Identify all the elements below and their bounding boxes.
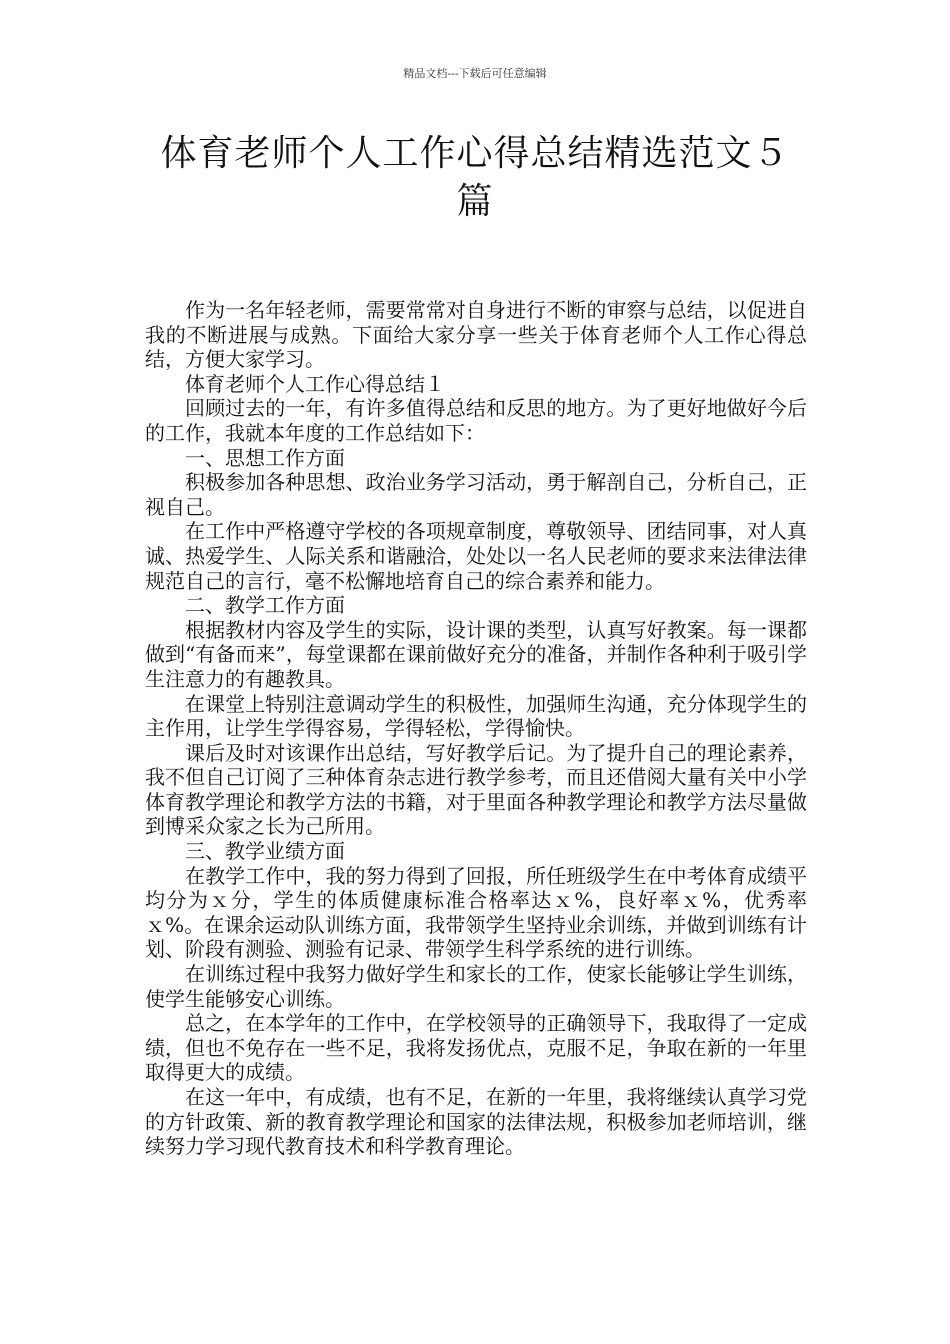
body-paragraph: 积极参加各种思想、政治业务学习活动，勇于解剖自己，分析自己，正视自己。	[145, 470, 807, 519]
page-header: 精品文档---下载后可任意编辑	[403, 67, 547, 80]
section-heading: 二、教学工作方面	[185, 593, 345, 618]
body-paragraph: 回顾过去的一年，有许多值得总结和反思的地方。为了更好地做好今后的工作，我就本年度的工作总结如下：	[145, 396, 807, 445]
section-title: 体育老师个人工作心得总结１	[185, 371, 445, 396]
document-body	[145, 298, 807, 1159]
intro-paragraph: 作为一名年轻老师，需要常常对自身进行不断的审察与总结，以促进自我的不断进展与成熟。下面给大家分享一些关于体育老师个人工作心得总结，方便大家学习。	[145, 298, 807, 372]
body-paragraph: 课后及时对该课作出总结，写好教学后记。为了提升自己的理论素养，我不但自己订阅了三种体育杂志进行教学参考，而且还借阅大量有关中小学体育教学理论和教学方法的书籍，对于里面各种教学理论和教学方法尽量做到博采众家之长为己所用。	[145, 740, 807, 839]
section-heading: 一、思想工作方面	[185, 445, 345, 470]
body-paragraph: 在工作中严格遵守学校的各项规章制度，尊敬领导、团结同事，对人真诚、热爱学生、人际关系和谐融洽，处处以一名人民老师的要求来法律法律规范自己的言行，毫不松懈地培育自己的综合素养和能力。	[145, 519, 807, 593]
body-paragraph: 根据教材内容及学生的实际，设计课的类型，认真写好教案。每一课都做到“有备而来”，每堂课都在课前做好充分的准备，并制作各种利于吸引学生注意力的有趣教具。	[145, 617, 807, 691]
body-paragraph: 总之，在本学年的工作中，在学校领导的正确领导下，我取得了一定成绩，但也不免存在一些不足，我将发扬优点，克服不足，争取在新的一年里取得更大的成绩。	[145, 1011, 807, 1085]
body-paragraph: 在这一年中，有成绩，也有不足，在新的一年里，我将继续认真学习党的方针政策、新的教育教学理论和国家的法律法规，积极参加老师培训，继续努力学习现代教育技术和科学教育理论。	[145, 1085, 807, 1159]
body-paragraph: 在训练过程中我努力做好学生和家长的工作，使家长能够让学生训练，使学生能够安心训练。	[145, 962, 807, 1011]
title-line-2: 篇	[456, 181, 494, 222]
body-paragraph: 在教学工作中，我的努力得到了回报，所任班级学生在中考体育成绩平均分为ｘ分，学生的体质健康标准合格率达ｘ%，良好率ｘ%，优秀率ｘ%。在课余运动队训练方面，我带领学生坚持业余训练，并做到训练有计划、阶段有测验、测验有记录、带领学生科学系统的进行训练。	[145, 863, 807, 962]
body-paragraph: 在课堂上特别注意调动学生的积极性，加强师生沟通，充分体现学生的主作用，让学生学得容易，学得轻松，学得愉快。	[145, 691, 807, 741]
title-line-1: 体育老师个人工作心得总结精选范文５	[160, 133, 790, 174]
section-heading: 三、教学业绩方面	[185, 839, 345, 864]
document-title	[130, 130, 820, 226]
